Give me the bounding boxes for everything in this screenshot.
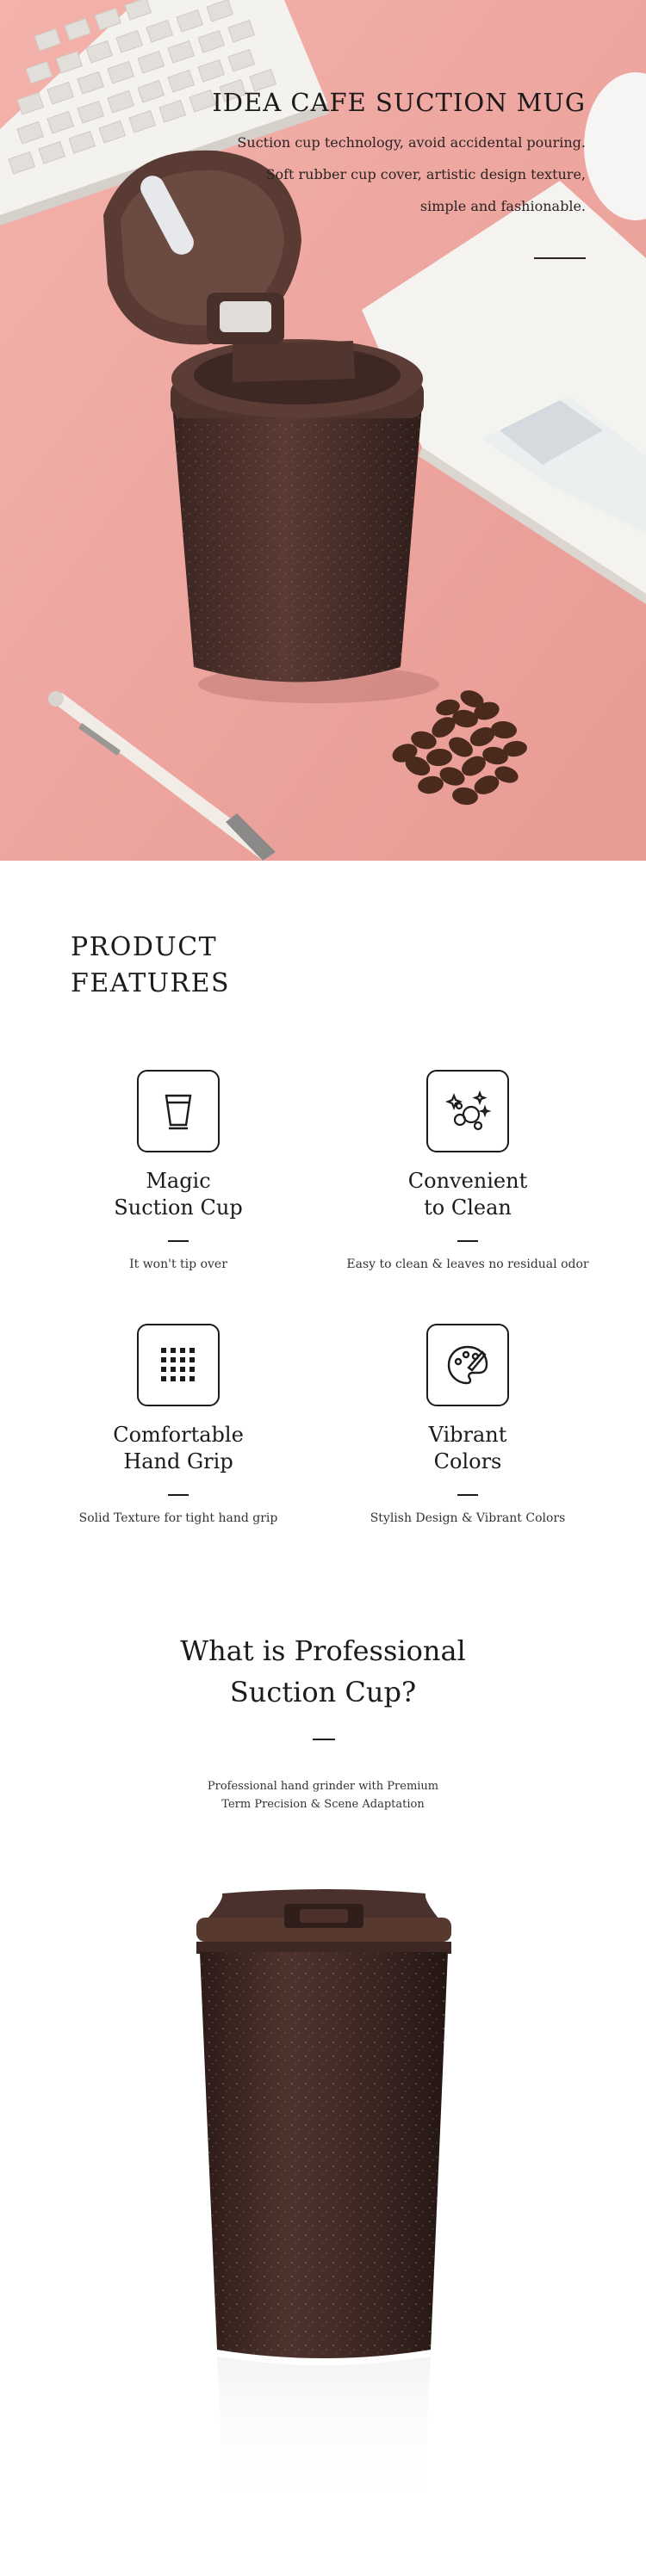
feature-magic-suction-cup [32,1070,325,1271]
feature-description: It won't tip over [129,1257,227,1271]
section-heading [0,1630,646,1713]
feature-title-line-2: to Clean [424,1195,512,1220]
feature-title-line-1: Magic [146,1169,211,1193]
feature-title [32,1168,325,1221]
sparkles-bubbles-icon [426,1070,509,1152]
hero-title: IDEA CAFE SUCTION MUG [212,88,586,117]
feature-title-line-2: Suction Cup [114,1195,243,1220]
feature-title-line-1: Comfortable [113,1423,244,1447]
feature-divider [168,1494,189,1496]
section-heading-line-2: Suction Cup? [229,1676,417,1708]
features-heading-line-1: PRODUCT [71,932,218,962]
hero-photo [0,0,646,861]
feature-title [321,1168,614,1221]
feature-vibrant-colors [321,1324,614,1525]
feature-title-line-1: Convenient [407,1169,528,1193]
feature-title-line-2: Hand Grip [123,1449,233,1473]
section-description-line-1: Professional hand grinder with Premium [207,1780,439,1793]
hero-description-line-3: simple and fashionable. [419,198,586,214]
palette-icon [426,1324,509,1406]
product-mug-image [0,1859,646,2576]
section-description-line-2: Term Precision & Scene Adaptation [221,1798,425,1811]
hero-description-line-2: Soft rubber cup cover, artistic design texture, [265,166,586,182]
feature-title-line-1: Vibrant [428,1423,507,1447]
section-heading-line-1: What is Professional [180,1634,466,1667]
section-divider [313,1739,335,1740]
features-heading [71,930,230,1002]
cup-icon [137,1070,220,1152]
feature-title [321,1422,614,1475]
feature-convenient-to-clean [321,1070,614,1271]
feature-title-line-2: Colors [433,1449,502,1473]
section-description [0,1777,646,1813]
feature-divider [168,1240,189,1242]
hero-description-line-1: Suction cup technology, avoid accidental pouring. [237,134,586,151]
feature-divider [457,1240,478,1242]
hero-divider [534,257,586,259]
feature-description: Stylish Design & Vibrant Colors [370,1511,566,1525]
feature-divider [457,1494,478,1496]
feature-description: Easy to clean & leaves no residual odor [346,1257,589,1271]
features-heading-line-2: FEATURES [71,968,231,998]
dot-grid-icon [137,1324,220,1406]
feature-description: Solid Texture for tight hand grip [78,1511,278,1525]
hero-banner [0,0,646,861]
feature-title [32,1422,325,1475]
feature-comfortable-hand-grip [32,1324,325,1525]
